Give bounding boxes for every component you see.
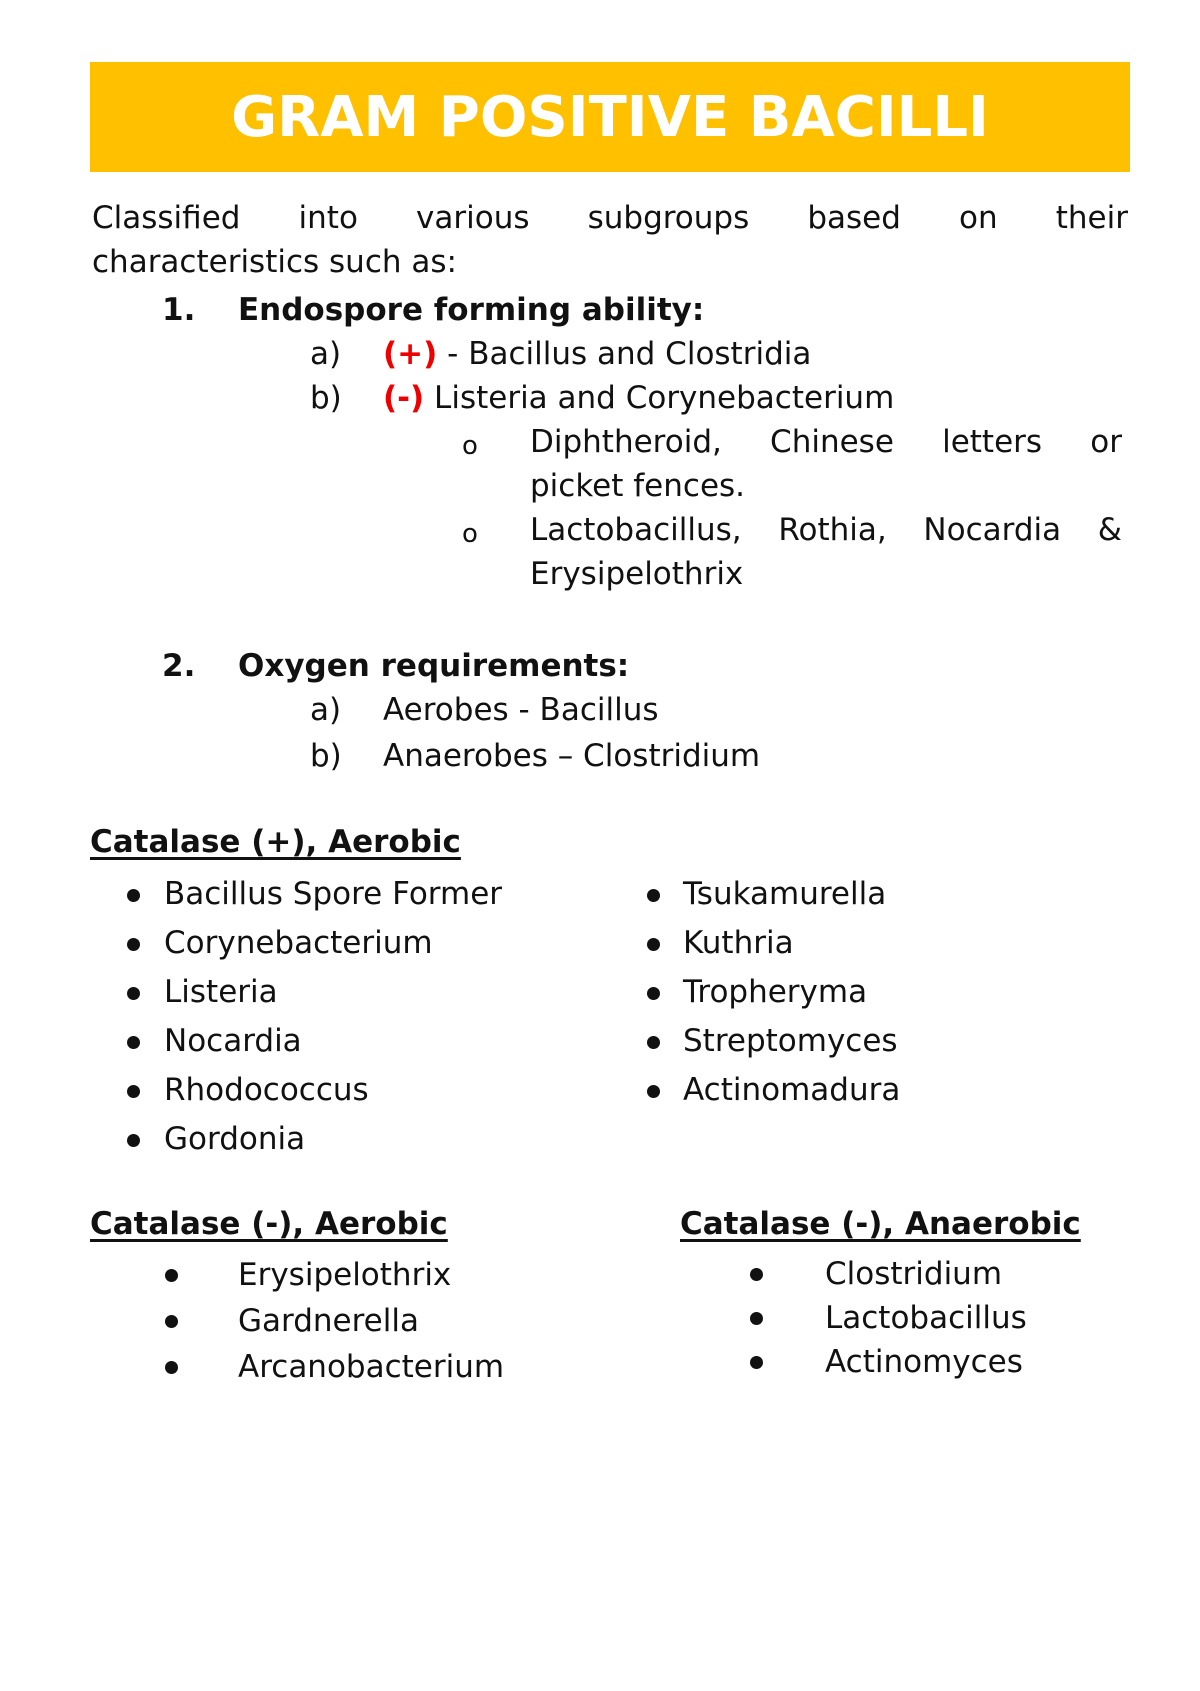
bullet-icon: [127, 987, 140, 1000]
list-item: [383, 332, 811, 376]
list-item-text: - Bacillus and Clostridia: [437, 336, 812, 372]
sub-item-line-1: [530, 420, 1122, 464]
section-number: 2.: [162, 648, 196, 684]
list-item: Anaerobes – Clostridium: [383, 738, 761, 774]
sub-item-line-2: picket fences.: [530, 468, 746, 504]
bullet-icon: [750, 1356, 763, 1369]
sub-item-word: Chinese: [770, 424, 894, 460]
list-marker: b): [310, 380, 342, 416]
bullet-text: Streptomyces: [683, 1023, 898, 1059]
section-label: Endospore forming ability:: [238, 292, 705, 328]
bullet-text: Corynebacterium: [164, 925, 433, 961]
sub-item-word: &: [1097, 512, 1122, 548]
page-title: GRAM POSITIVE BACILLI: [231, 84, 989, 150]
bullet-text: Bacillus Spore Former: [164, 876, 503, 912]
bullet-icon: [127, 1085, 140, 1098]
bullet-icon: [647, 1085, 660, 1098]
intro-word: their: [1055, 200, 1128, 236]
bullet-text: Kuthria: [683, 925, 794, 961]
positive-sign: (+): [383, 336, 438, 372]
bullet-text: Actinomyces: [825, 1344, 1023, 1380]
heading-catalase-negative-aerobic: Catalase (-), Aerobic: [90, 1206, 448, 1242]
intro-word: Classified: [92, 200, 241, 236]
sub-marker: o: [462, 519, 478, 549]
sub-item-word: Diphtheroid,: [530, 424, 722, 460]
bullet-icon: [647, 889, 660, 902]
intro-word: on: [959, 200, 998, 236]
bullet-text: Erysipelothrix: [238, 1257, 452, 1293]
bullet-text: Clostridium: [825, 1256, 1003, 1292]
intro-line-2: characteristics such as:: [92, 244, 457, 280]
bullet-text: Actinomadura: [683, 1072, 901, 1108]
negative-sign: (-): [383, 380, 425, 416]
bullet-icon: [127, 889, 140, 902]
bullet-text: Listeria: [164, 974, 278, 1010]
bullet-icon: [647, 1036, 660, 1049]
list-item: [383, 376, 894, 420]
intro-paragraph: [92, 196, 1128, 284]
list-item-text: Listeria and Corynebacterium: [424, 380, 895, 416]
bullet-text: Tropheryma: [683, 974, 868, 1010]
sub-item-word: letters: [942, 424, 1043, 460]
section-label: Oxygen requirements:: [238, 648, 630, 684]
heading-catalase-positive-aerobic: Catalase (+), Aerobic: [90, 824, 461, 860]
bullet-text: Gardnerella: [238, 1303, 419, 1339]
list-item: Aerobes - Bacillus: [383, 692, 659, 728]
section-number: 1.: [162, 292, 196, 328]
intro-word: various: [416, 200, 530, 236]
bullet-icon: [750, 1268, 763, 1281]
sub-item: [530, 508, 1122, 596]
intro-word: based: [807, 200, 901, 236]
bullet-icon: [647, 938, 660, 951]
intro-word: subgroups: [587, 200, 750, 236]
bullet-text: Gordonia: [164, 1121, 306, 1157]
intro-line-1: [92, 196, 1128, 240]
list-marker: a): [310, 336, 342, 372]
bullet-icon: [165, 1315, 178, 1328]
bullet-icon: [127, 1134, 140, 1147]
sub-marker: o: [462, 431, 478, 461]
intro-word: into: [298, 200, 358, 236]
sub-item-word: Lactobacillus,: [530, 512, 742, 548]
bullet-text: Arcanobacterium: [238, 1349, 505, 1385]
sub-item-word: Nocardia: [923, 512, 1062, 548]
list-marker: a): [310, 692, 342, 728]
sub-item-line-1: [530, 508, 1122, 552]
title-banner: [90, 62, 1130, 172]
bullet-icon: [750, 1312, 763, 1325]
sub-item-word: Rothia,: [778, 512, 887, 548]
heading-catalase-negative-anaerobic: Catalase (-), Anaerobic: [680, 1206, 1081, 1242]
sub-item: [530, 420, 1122, 508]
bullet-icon: [165, 1361, 178, 1374]
bullet-text: Lactobacillus: [825, 1300, 1027, 1336]
list-marker: b): [310, 738, 342, 774]
bullet-icon: [647, 987, 660, 1000]
bullet-icon: [165, 1269, 178, 1282]
sub-item-line-2: Erysipelothrix: [530, 556, 744, 592]
bullet-icon: [127, 1036, 140, 1049]
bullet-text: Rhodococcus: [164, 1072, 369, 1108]
sub-item-word: or: [1090, 424, 1122, 460]
bullet-text: Nocardia: [164, 1023, 302, 1059]
bullet-icon: [127, 938, 140, 951]
bullet-text: Tsukamurella: [683, 876, 887, 912]
